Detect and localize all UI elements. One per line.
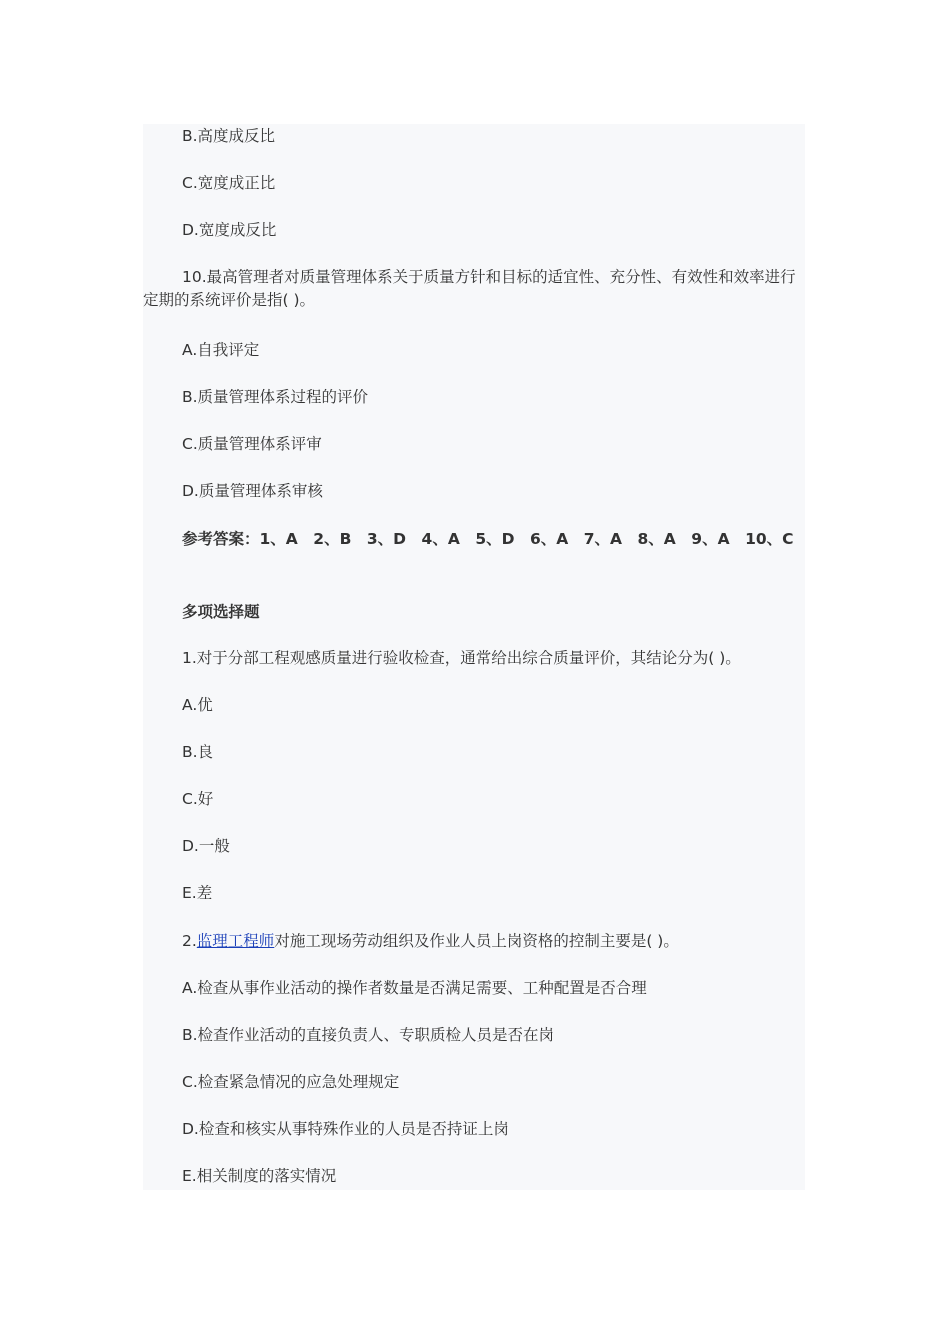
q9-option-b: B.高度成反比 [182,127,276,145]
mq2-option-b: B.检查作业活动的直接负责人、专职质检人员是否在岗 [182,1026,555,1044]
q10-option-b: B.质量管理体系过程的评价 [182,388,369,406]
mq2-option-e: E.相关制度的落实情况 [182,1167,337,1185]
mq2-question [182,931,679,951]
q9-option-c: C.宽度成正比 [182,174,276,192]
section-title: 多项选择题 [182,603,260,621]
mq1-option-a: A.优 [182,696,213,714]
supervisor-engineer-link[interactable]: 监理工程师 [196,932,275,950]
mq1-question: 1.对于分部工程观感质量进行验收检查，通常给出综合质量评价，其结论分为( )。 [182,649,741,667]
q10-question: 10.最高管理者对质量管理体系关于质量方针和目标的适宜性、充分性、有效性和效率进行定期的系统评价是指( )。 [143,268,796,309]
mq2-question-text: 对施工现场劳动组织及作业人员上岗资格的控制主要是( )。 [274,932,679,950]
q10-option-c: C.质量管理体系评审 [182,435,322,453]
mq2-option-d: D.检查和核实从事特殊作业的人员是否持证上岗 [182,1120,509,1138]
mq1-option-c: C.好 [182,790,214,808]
mq1-option-d: D.一般 [182,837,230,855]
q9-option-d: D.宽度成反比 [182,221,277,239]
q10-option-d: D.质量管理体系审核 [182,482,323,500]
mq1-option-e: E.差 [182,884,213,902]
mq2-option-a: A.检查从事作业活动的操作者数量是否满足需要、工种配置是否合理 [182,979,647,997]
q10-option-a: A.自我评定 [182,341,260,359]
mq2-option-c: C.检查紧急情况的应急处理规定 [182,1073,400,1091]
answer-key: 参考答案：1、A 2、B 3、D 4、A 5、D 6、A 7、A 8、A 9、A 10、C [182,530,794,548]
mq1-option-b: B.良 [182,743,214,761]
mq2-number: 2. [182,932,197,950]
